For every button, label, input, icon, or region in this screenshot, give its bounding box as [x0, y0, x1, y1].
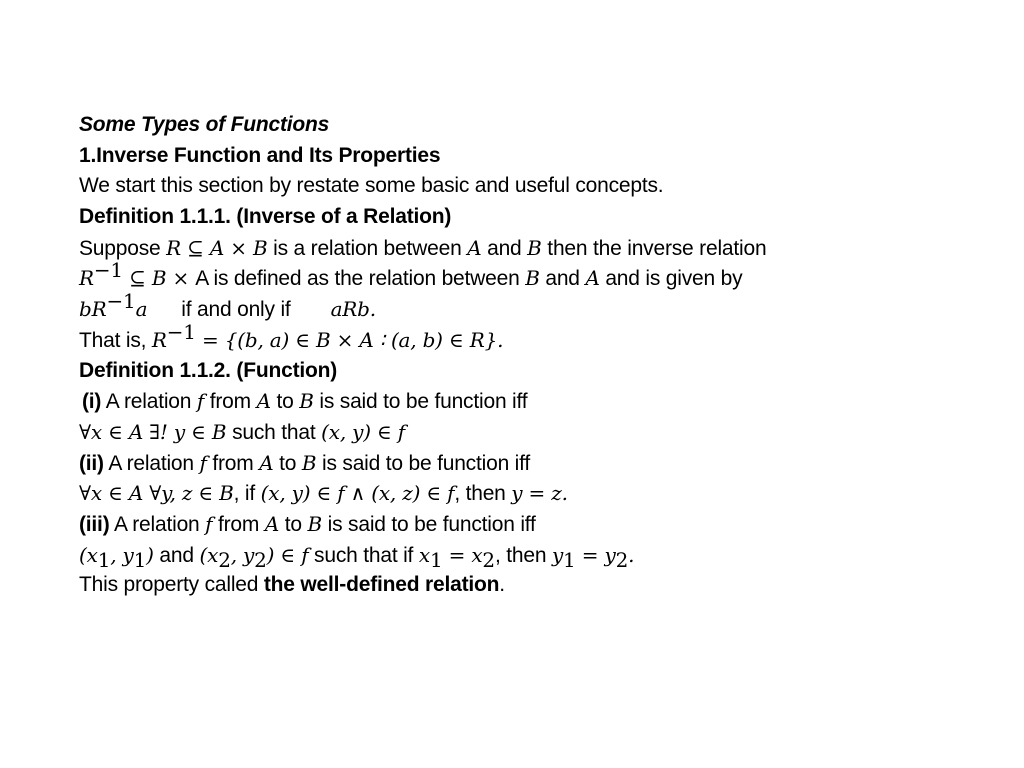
- math: y = z.: [511, 481, 568, 506]
- slide-content: [79, 110, 959, 601]
- math: R ⊆ A × B: [166, 235, 268, 260]
- text: is said to be function iff: [313, 390, 528, 414]
- math: ∀x ∈ A ∀y, z ∈ B: [79, 481, 234, 506]
- text: is a relation between: [267, 236, 468, 260]
- math-superscript: −1: [93, 258, 123, 283]
- math: ) ∈ f: [266, 542, 309, 567]
- text: A relation: [103, 451, 200, 475]
- math-subscript: 2: [615, 547, 629, 572]
- text: is said to be function iff: [322, 512, 536, 536]
- math: , y: [230, 542, 255, 567]
- math: = y: [575, 542, 616, 567]
- definition-2-part-ii-condition: [79, 478, 959, 509]
- text: is defined as the relation between: [207, 267, 526, 291]
- text: from: [212, 512, 265, 536]
- math: A: [259, 450, 274, 475]
- definition-2-heading: Definition 1.1.2. (Function): [79, 358, 338, 382]
- part-label: (ii): [79, 451, 104, 475]
- text: from: [206, 451, 260, 475]
- math-superscript: −1: [166, 319, 196, 344]
- math: aRb.: [330, 297, 376, 322]
- math: R: [151, 327, 167, 352]
- math: bR: [79, 297, 107, 322]
- math: = {(b, a) ∈ B × A ∶ (a, b) ∈ R}.: [195, 327, 504, 352]
- part-label: (iii): [79, 512, 110, 536]
- math: (x, y) ∈ f ∧ (x, z) ∈ f: [260, 481, 455, 506]
- text: Suppose: [79, 236, 167, 260]
- definition-2-part-iii: [79, 509, 959, 540]
- text: That is,: [79, 328, 152, 352]
- text: to: [273, 451, 302, 475]
- math-subscript: 1: [133, 547, 147, 572]
- text: to: [270, 390, 300, 414]
- math: a: [135, 297, 148, 322]
- emphasis: the well-defined relation: [263, 573, 500, 597]
- definition-2-part-iii-condition: [79, 540, 959, 571]
- definition-1-line-3: [79, 289, 959, 325]
- part-label: (i): [82, 390, 102, 414]
- text: is said to be function iff: [316, 451, 531, 475]
- math: f: [196, 389, 205, 414]
- text: to: [279, 512, 308, 536]
- text: , then: [494, 543, 552, 567]
- intro-text: We start this section by restate some basic and useful concepts.: [79, 174, 664, 198]
- section-heading: 1.Inverse Function and Its Properties: [79, 143, 441, 167]
- text: A: [195, 267, 208, 291]
- math-subscript: 1: [563, 547, 576, 572]
- closing-statement: [79, 570, 959, 601]
- math-subscript: 1: [97, 547, 111, 572]
- text: A relation: [101, 390, 197, 414]
- definition-2-part-ii: [79, 448, 959, 479]
- definition-1-line-4: [79, 319, 959, 356]
- definition-1-line-1: [79, 233, 959, 264]
- math: ⊆ B ×: [122, 266, 196, 291]
- text: and: [481, 236, 528, 260]
- math: ): [146, 542, 154, 567]
- math: (x: [79, 542, 98, 567]
- math-subscript: 2: [218, 547, 231, 572]
- text: , then: [454, 482, 512, 506]
- math: .: [628, 542, 635, 567]
- math: A: [467, 235, 482, 260]
- math: B: [301, 450, 317, 475]
- definition-1-line-2: [79, 258, 959, 294]
- math: A: [256, 389, 271, 414]
- math: x: [418, 542, 430, 567]
- math: B: [299, 389, 314, 414]
- text: from: [204, 390, 257, 414]
- math: = x: [442, 542, 483, 567]
- text: if and only if: [181, 298, 291, 322]
- math: , y: [110, 542, 134, 567]
- math: B: [307, 511, 322, 536]
- text: and: [539, 267, 586, 291]
- text: A relation: [109, 512, 206, 536]
- math-subscript: 2: [254, 547, 267, 572]
- math-superscript: −1: [106, 289, 136, 314]
- math: B: [527, 235, 542, 260]
- definition-2-part-i-condition: [79, 417, 959, 448]
- math: (x, y) ∈ f: [321, 419, 405, 444]
- text: then the inverse relation: [541, 236, 767, 260]
- text: and: [153, 543, 200, 567]
- text: such that: [226, 420, 322, 444]
- text: such that if: [308, 543, 419, 567]
- math: A: [264, 511, 280, 536]
- text: This property called: [79, 573, 264, 597]
- text: .: [499, 573, 505, 597]
- math-subscript: 1: [429, 547, 443, 572]
- math: A: [585, 266, 600, 291]
- text: and is given by: [599, 267, 743, 291]
- math: y: [551, 542, 564, 567]
- math: R: [79, 266, 94, 291]
- definition-2-part-i: [79, 386, 959, 417]
- math: (x: [199, 542, 219, 567]
- math: B: [525, 266, 540, 291]
- math-subscript: 2: [482, 547, 495, 572]
- text: , if: [233, 482, 261, 506]
- math: ∀x ∈ A ∃! y ∈ B: [79, 419, 227, 444]
- definition-1-heading: Definition 1.1.1. (Inverse of a Relation): [79, 205, 452, 229]
- math: f: [205, 511, 213, 536]
- slide-title: Some Types of Functions: [79, 113, 330, 136]
- math: f: [199, 450, 207, 475]
